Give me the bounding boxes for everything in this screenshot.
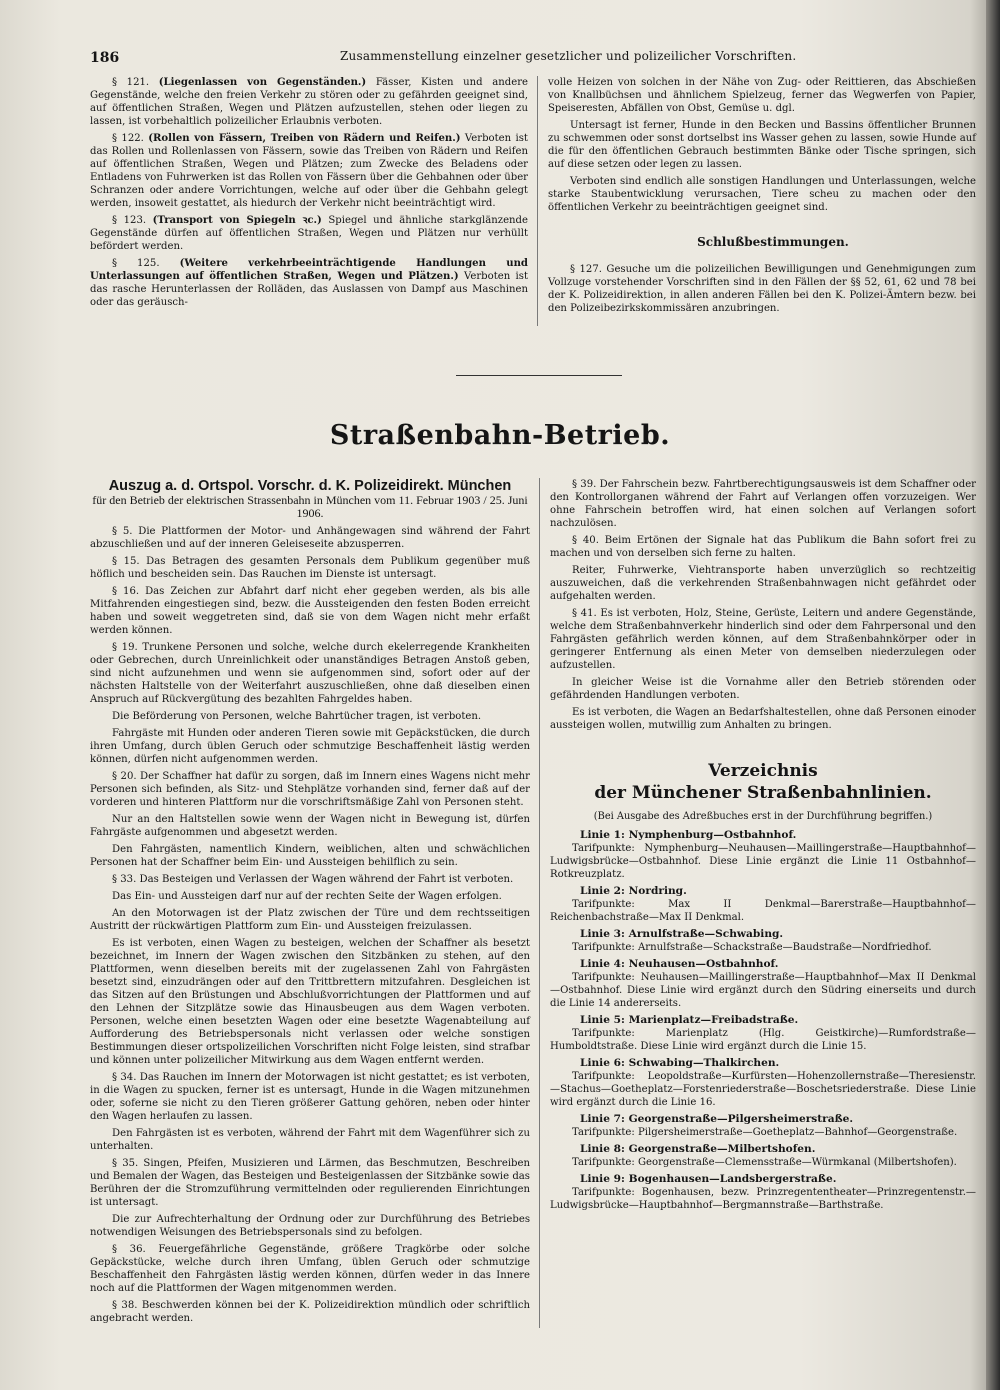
- line-label: Linie 2:: [580, 885, 625, 897]
- paragraph: § 41. Es ist verboten, Holz, Steine, Gerüste, Leitern und andere Gegenstände, welche dem Straßenbahnverkehr hinderlich sind oder dem Fahrpersonal und den Fahrgästen gefährlich werden können, auf dem Straßenbahnkörper oder in geringerer Entfernung als einen Meter von demselben niederzulegen oder aufzustellen.: [550, 608, 976, 671]
- paragraph: § 38. Beschwerden können bei der K. Polizeidirektion mündlich oder schriftlich angebracht werden.: [90, 1300, 530, 1324]
- list-item-linie-9: [550, 1173, 976, 1212]
- line-stops: Tarifpunkte: Pilgersheimerstraße—Goetheplatz—Bahnhof—Georgenstraße.: [572, 1127, 958, 1138]
- line-route: Arnulfstraße—Schwabing.: [628, 928, 784, 940]
- section-title: Straßenbahn-Betrieb.: [329, 420, 671, 451]
- page-number: 186: [90, 50, 120, 66]
- list-item-linie-6: [550, 1057, 976, 1109]
- paragraph: Das Ein- und Aussteigen darf nur auf der rechten Seite der Wagen erfolgen.: [112, 891, 502, 902]
- paragraph: Den Fahrgästen ist es verboten, während der Fahrt mit dem Wagenführer sich zu unterhalten.: [90, 1128, 530, 1152]
- section-number: § 125.: [112, 258, 160, 269]
- paragraph: § 15. Das Betragen des gesamten Personals dem Publikum gegenüber muß höflich und bescheiden sein. Das Rauchen im Dienste ist untersagt.: [90, 556, 530, 580]
- paragraph: Die Beförderung von Personen, welche Bahrtücher tragen, ist verboten.: [112, 711, 482, 722]
- section-heading: (Liegenlassen von Gegenständen.): [158, 77, 367, 88]
- paragraph: An den Motorwagen ist der Platz zwischen der Türe und dem rechtsseitigen Austritt der rückwärtigen Plattform zum Ein- und Aussteigen freizulassen.: [90, 908, 530, 932]
- line-list-subtitle: der Münchener Straßenbahnlinien.: [594, 783, 932, 803]
- line-stops: Tarifpunkte: Marienplatz (Hlg. Geistkirche)—Rumfordstraße—Humboldtstraße. Diese Linie wird ergänzt durch die Linie 15.: [550, 1028, 976, 1052]
- paragraph: Reiter, Fuhrwerke, Viehtransporte haben unverzüglich so rechtzeitig auszuweichen, daß die verkehrenden Straßenbahnwagen nicht gefährdet oder aufgehalten werden.: [550, 565, 976, 602]
- list-item-linie-4: [550, 958, 976, 1010]
- paragraph: In gleicher Weise ist die Vornahme aller den Betrieb störenden oder gefährdenden Handlungen verboten.: [550, 677, 976, 701]
- lower-right-column: [550, 478, 976, 1212]
- excerpt-subheading: für den Betrieb der elektrischen Strassenbahn in München vom 11. Februar 1903 / 25. Juni 1906.: [92, 493, 528, 520]
- paragraph: § 39. Der Fahrschein bezw. Fahrtberechtigungsausweis ist dem Schaffner oder den Kontrollorganen während der Fahrt auf Verlangen offen vorzuzeigen. Wer ohne Fahrschein betroffen wird, hat einen solchen auf Verlangen sofort nachzulösen.: [550, 479, 976, 529]
- line-stops: Tarifpunkte: Bogenhausen, bezw. Prinzregententheater—Prinzregentenstr.—Ludwigsbrücke—Hauptbahnhof—Bergmannstraße—Barthstraße.: [550, 1187, 976, 1211]
- paragraph: § 34. Das Rauchen im Innern der Motorwagen ist nicht gestattet; es ist verboten, in die Wagen zu spucken, ferner ist es untersagt, Hunde in die Wagen mitzunehmen oder, soferne sie nicht zu den Tieren größerer Gattung gehören, neben oder hinter den Wagen herlaufen zu lassen.: [90, 1072, 530, 1122]
- paragraph-123: [90, 214, 528, 253]
- paragraph: Es ist verboten, einen Wagen zu besteigen, welchen der Schaffner als besetzt bezeichnet, im Innern der Wagen zwischen den Sitzbänken zu stehen, auf den Plattformen, wenn dieselben bereits mit der zugelassenen Zahl von Fahrgästen besetzt sind, einzudrängen oder auf den Trittbrettern mitzufahren. Desgleichen ist das Sitzen auf den Brüstungen und Abschlußvorrichtungen der Plattformen und auf den Lehnen der Sitzplätze sowie das Hinausbeugen aus dem Wagen verboten. Personen, welche einen besetzten Wagen oder eine besetzte Wagenabteilung auf Aufforderung des Betriebspersonals nicht verlassen oder welche sonstigen Bestimmungen dieser ortspolizeilichen Vorschriften nicht Folge leisten, sind strafbar und können unter polizeilicher Mitwirkung aus dem Wagen entfernt werden.: [90, 938, 530, 1066]
- list-item-linie-5: [550, 1014, 976, 1053]
- line-label: Linie 1:: [580, 829, 625, 841]
- paragraph-122: [90, 132, 528, 210]
- line-stops: Tarifpunkte: Nymphenburg—Neuhausen—Maillingerstraße—Hauptbahnhof—Ludwigsbrücke—Ostbahnhof. Diese Linie ergänzt die Linie 11 Ostbahnhof—Rotkreuzplatz.: [550, 843, 976, 880]
- paragraph: Verboten sind endlich alle sonstigen Handlungen und Unterlassungen, welche starke Staubentwicklung verursachen, Tiere scheu zu machen oder den öffentlichen Verkehr zu beeinträchtigen geeignet sind.: [548, 176, 976, 213]
- line-route: Nordring.: [628, 885, 687, 897]
- paragraph-125: [90, 257, 528, 309]
- line-label: Linie 9:: [580, 1173, 625, 1185]
- paragraph: § 5. Die Plattformen der Motor- und Anhängewagen sind während der Fahrt abzuschließen und auf der inneren Geleiseseite abzusperren.: [90, 526, 530, 550]
- paragraph: volle Heizen von solchen in der Nähe von Zug- oder Reittieren, das Abschießen von Knallbüchsen und ähnlichem Spielzeug, ferner das Wegwerfen von Papier, Speiseresten, Abfällen von Obst, Gemüse u. dgl.: [548, 77, 976, 114]
- line-route: Bogenhausen—Landsbergerstraße.: [628, 1173, 837, 1185]
- section-separator: [456, 375, 622, 376]
- line-route: Georgenstraße—Milbertshofen.: [628, 1143, 816, 1155]
- paragraph-127: § 127. Gesuche um die polizeilichen Bewilligungen und Genehmigungen zum Vollzuge vorstehender Vorschriften sind in den Fällen der §§ 52, 61, 62 und 78 bei der K. Polizeidirektion, in allen anderen Fällen bei den K. Polizei-Ämtern bezw. bei den Polizeibezirkskommissären anzubringen.: [548, 264, 976, 314]
- line-list-title: Verzeichnis: [708, 761, 818, 781]
- list-item-linie-7: [550, 1113, 976, 1139]
- list-item-linie-1: [550, 829, 976, 881]
- line-label: Linie 8:: [580, 1143, 625, 1155]
- section-text: Fässer, Kisten und andere Gegenstände, welche den freien Verkehr zu stören oder zu gefährden geeignet sind, auf öffentlichen Straßen, Wegen und Plätzen aufzustellen, stehen oder liegen zu lassen, ist vorbehaltlich polizeilicher Erlaubnis verboten.: [90, 77, 528, 127]
- section-text: Spiegel und ähnliche starkglänzende Gegenstände dürfen auf öffentlichen Straßen, Wegen und Plätzen nur verhüllt befördert werden.: [90, 215, 528, 252]
- excerpt-heading: Auszug a. d. Ortspol. Vorschr. d. K. Polizeidirekt. München: [108, 478, 512, 494]
- line-route: Neuhausen—Ostbahnhof.: [628, 958, 779, 970]
- closing-title: Schlußbestimmungen.: [697, 235, 849, 249]
- paragraph: Die zur Aufrechterhaltung der Ordnung oder zur Durchführung des Betriebes notwendigen Weisungen des Betriebspersonals sind zu befolgen.: [90, 1214, 530, 1238]
- paragraph: § 36. Feuergefährliche Gegenstände, größere Tragkörbe oder solche Gepäckstücke, welche durch ihren Umfang, üblen Geruch oder schmutzige Beschaffenheit den Fahrgästen lästig werden können, dürfen weder in das Innere noch auf die Plattformen der Wagen mitgenommen werden.: [90, 1244, 530, 1294]
- line-route: Marienplatz—Freibadstraße.: [628, 1014, 799, 1026]
- section-text: Verboten ist das rasche Herunterlassen der Rolläden, das Auslassen von Dampf aus Maschinen oder das geräusch-: [90, 271, 529, 308]
- line-label: Linie 3:: [580, 928, 625, 940]
- section-heading: (Transport von Spiegeln ꝛc.): [152, 215, 322, 226]
- line-stops: Tarifpunkte: Georgenstraße—Clemensstraße—Würmkanal (Milbertshofen).: [572, 1157, 957, 1168]
- paragraph-121: [90, 76, 528, 128]
- section-heading: (Rollen von Fässern, Treiben von Rädern und Reifen.): [148, 133, 461, 144]
- paragraph: Den Fahrgästen, namentlich Kindern, weiblichen, alten und schwächlichen Personen hat der Schaffner beim Ein- und Aussteigen behilflich zu sein.: [90, 844, 530, 868]
- paragraph: § 40. Beim Ertönen der Signale hat das Publikum die Bahn sofort frei zu machen und von derselben sich ferne zu halten.: [550, 535, 976, 559]
- line-label: Linie 5:: [580, 1014, 625, 1026]
- list-item-linie-2: [550, 885, 976, 924]
- line-label: Linie 7:: [580, 1113, 625, 1125]
- section-number: § 121.: [112, 77, 150, 88]
- line-stops: Tarifpunkte: Arnulfstraße—Schackstraße—Baudstraße—Nordfriedhof.: [572, 942, 932, 953]
- line-label: Linie 6:: [580, 1057, 625, 1069]
- section-number: § 122.: [112, 133, 144, 144]
- paragraph: § 16. Das Zeichen zur Abfahrt darf nicht eher gegeben werden, als bis alle Mitfahrenden eingestiegen sind, bezw. die Aussteigenden den festen Boden erreicht haben und soweit weggetreten sind, daß sie von dem Wagen nicht mehr erfaßt werden können.: [90, 586, 530, 636]
- section-number: § 123.: [112, 215, 147, 226]
- paragraph: Es ist verboten, die Wagen an Bedarfshaltestellen, ohne daß Personen einoder aussteigen wollen, mutwillig zum Anhalten zu bringen.: [550, 707, 976, 731]
- section-heading: (Weitere verkehrbeeinträchtigende Handlungen und Unterlassungen auf öffentlichen Straßen, Wegen und Plätzen.): [90, 258, 528, 282]
- top-left-column: [90, 76, 528, 313]
- paragraph: Untersagt ist ferner, Hunde in den Becken und Bassins öffentlicher Brunnen zu schwemmen oder sonst dortselbst ins Wasser gehen zu lassen, sowie Hunde auf die für den öffentlichen Gebrauch bestimmten Bänke oder Tische springen, sich auf diese setzen oder legen zu lassen.: [548, 120, 976, 170]
- line-label: Linie 4:: [580, 958, 625, 970]
- column-divider: [539, 478, 540, 1328]
- running-title: Zusammenstellung einzelner gesetzlicher und polizeilicher Vorschriften.: [340, 49, 797, 63]
- paragraph: § 19. Trunkene Personen und solche, welche durch ekelerregende Krankheiten oder Gebrechen, durch Unreinlichkeit oder unanständiges Betragen Anstoß geben, sind nicht aufzunehmen und wenn sie aufgenommen sind, sofort oder auf der nächsten Haltstelle von der Weiterfahrt auszuschließen, ohne daß dieselben einen Anspruch auf Rückvergütung des bezahlten Fahrgeldes haben.: [90, 642, 530, 705]
- line-route: Georgenstraße—Pilgersheimerstraße.: [628, 1113, 854, 1125]
- paragraph: Nur an den Haltstellen sowie wenn der Wagen nicht in Bewegung ist, dürfen Fahrgäste aufgenommen und abgesetzt werden.: [90, 814, 530, 838]
- line-route: Nymphenburg—Ostbahnhof.: [628, 829, 797, 841]
- list-item-linie-8: [550, 1143, 976, 1169]
- paragraph: § 33. Das Besteigen und Verlassen der Wagen während der Fahrt ist verboten.: [112, 874, 514, 885]
- paragraph: Fahrgäste mit Hunden oder anderen Tieren sowie mit Gepäckstücken, die durch ihren Umfang, durch üblen Geruch oder schmutzige Beschaffenheit lästig werden können, dürfen nicht aufgenommen werden.: [90, 728, 530, 765]
- paragraph: § 35. Singen, Pfeifen, Musizieren und Lärmen, das Beschmutzen, Beschreiben und Bemalen der Wagen, das Besteigen und Besteigenlassen der Sitzbänke sowie das Berühren der die Stromzuführung vermittelnden oder regulierenden Einrichtungen ist untersagt.: [90, 1158, 530, 1208]
- paragraph: § 20. Der Schaffner hat dafür zu sorgen, daß im Innern eines Wagens nicht mehr Personen sich befinden, als Sitz- und Stehplätze vorhanden sind, ferner daß auf der vorderen und hinteren Plattform nur die vorschriftsmäßige Zahl von Personen steht.: [90, 771, 530, 808]
- lower-left-column: [90, 478, 530, 1329]
- top-right-column: [548, 76, 976, 319]
- list-item-linie-3: [550, 928, 976, 954]
- line-list-note: (Bei Ausgabe des Adreßbuches erst in der Durchführung begriffen.): [593, 811, 933, 822]
- section-text: Verboten ist das Rollen und Rollenlassen von Fässern, sowie das Treiben von Rädern und Reifen auf öffentlichen Straßen, Wegen und Plätzen; zum Zwecke des Beladens oder Entladens von Fuhrwerken ist das Rollen von Fässern über die Gehbahnen oder über Schranzen oder andere Vorrichtungen, welche auf oder über die Gehbahn gelegt werden, insoweit gestattet, als hiedurch der Verkehr nicht beeinträchtigt wird.: [90, 133, 528, 209]
- column-divider: [537, 76, 538, 326]
- page-edge-shadow: [986, 0, 1000, 1390]
- line-stops: Tarifpunkte: Neuhausen—Maillingerstraße—Hauptbahnhof—Max II Denkmal—Ostbahnhof. Diese Linie wird ergänzt durch den Südring einerseits und durch die Linie 14 andererseits.: [550, 972, 976, 1009]
- line-stops: Tarifpunkte: Leopoldstraße—Kurfürsten—Hohenzollernstraße—Theresienstr.—Stachus—Goetheplatz—Forstenriederstraße—Boschetsriederstraße. Diese Linie wird ergänzt durch die Linie 16.: [550, 1071, 976, 1108]
- line-route: Schwabing—Thalkirchen.: [628, 1057, 780, 1069]
- line-stops: Tarifpunkte: Max II Denkmal—Barerstraße—Hauptbahnhof—Reichenbachstraße—Max II Denkmal.: [550, 899, 976, 923]
